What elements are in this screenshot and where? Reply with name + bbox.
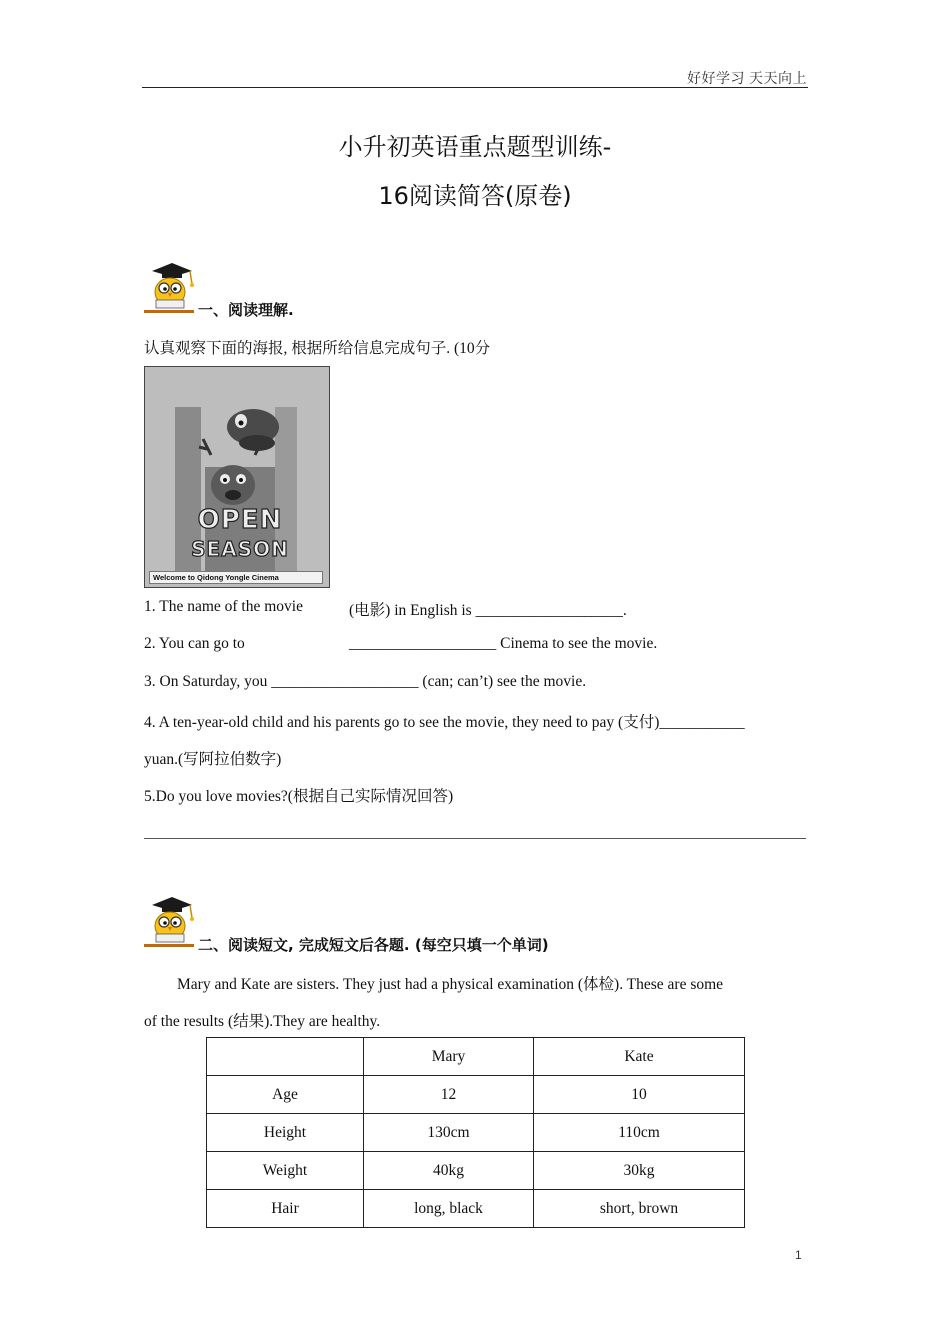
- question-3: 3. On Saturday, you ___________________ (can; can’t) see the movie.: [144, 673, 587, 690]
- section2-paragraph-line1: Mary and Kate are sisters. They just had a physical examination (体检). These are some: [177, 976, 724, 993]
- poster-logo-open: OPEN: [197, 505, 283, 535]
- poster-welcome-text: Welcome to Qidong Yongle Cinema: [149, 571, 323, 584]
- question-4-line2: yuan.(写阿拉伯数字): [144, 751, 282, 768]
- table-row: [207, 1076, 745, 1114]
- physical-exam-results-table: [206, 1037, 745, 1228]
- table-header-cell: [207, 1038, 364, 1076]
- owl-mascot-icon: [142, 260, 196, 314]
- question-1-end: (电影) in English is ___________________.: [349, 602, 627, 619]
- section2-paragraph-line2: of the results (结果).They are healthy.: [144, 1013, 381, 1030]
- question-5: 5.Do you love movies?(根据自己实际情况回答): [144, 788, 454, 805]
- table-cell: 30kg: [534, 1152, 745, 1190]
- section1-heading: 一、阅读理解.: [198, 301, 294, 319]
- table-row: [207, 1152, 745, 1190]
- question-2-start: 2. You can go to: [144, 635, 245, 652]
- question-1-start: 1. The name of the movie: [144, 598, 303, 615]
- table-cell: Hair: [207, 1190, 364, 1228]
- question-4-line1: 4. A ten-year-old child and his parents go to see the movie, they need to pay (支付)___________: [144, 714, 745, 731]
- table-header-row: [207, 1038, 745, 1076]
- table-cell: Weight: [207, 1152, 364, 1190]
- table-row: [207, 1114, 745, 1152]
- question-2-end: ___________________ Cinema to see the movie.: [349, 635, 658, 652]
- answer-line: [144, 838, 806, 839]
- section2-heading: 二、阅读短文, 完成短文后各题. (每空只填一个单词): [198, 936, 549, 954]
- table-cell: 40kg: [364, 1152, 534, 1190]
- table-cell: 10: [534, 1076, 745, 1114]
- table-cell: 130cm: [364, 1114, 534, 1152]
- table-row: [207, 1190, 745, 1228]
- page-title-line2: 16阅读简答(原卷): [378, 182, 572, 210]
- table-header-cell: Kate: [534, 1038, 745, 1076]
- movie-poster: [144, 366, 330, 588]
- table-cell: 110cm: [534, 1114, 745, 1152]
- table-header-cell: Mary: [364, 1038, 534, 1076]
- table-cell: 12: [364, 1076, 534, 1114]
- header-rule: [142, 87, 808, 88]
- header-slogan: 好好学习 天天向上: [687, 72, 807, 87]
- table-cell: Height: [207, 1114, 364, 1152]
- page-number: 1: [795, 1248, 802, 1262]
- table-cell: Age: [207, 1076, 364, 1114]
- section1-instruction: 认真观察下面的海报, 根据所给信息完成句子. (10分: [144, 340, 491, 357]
- page-title-line1: 小升初英语重点题型训练-: [338, 133, 612, 161]
- owl-mascot-icon: [142, 894, 196, 948]
- table-cell: short, brown: [534, 1190, 745, 1228]
- table-cell: long, black: [364, 1190, 534, 1228]
- poster-logo-season: SEASON: [191, 537, 289, 561]
